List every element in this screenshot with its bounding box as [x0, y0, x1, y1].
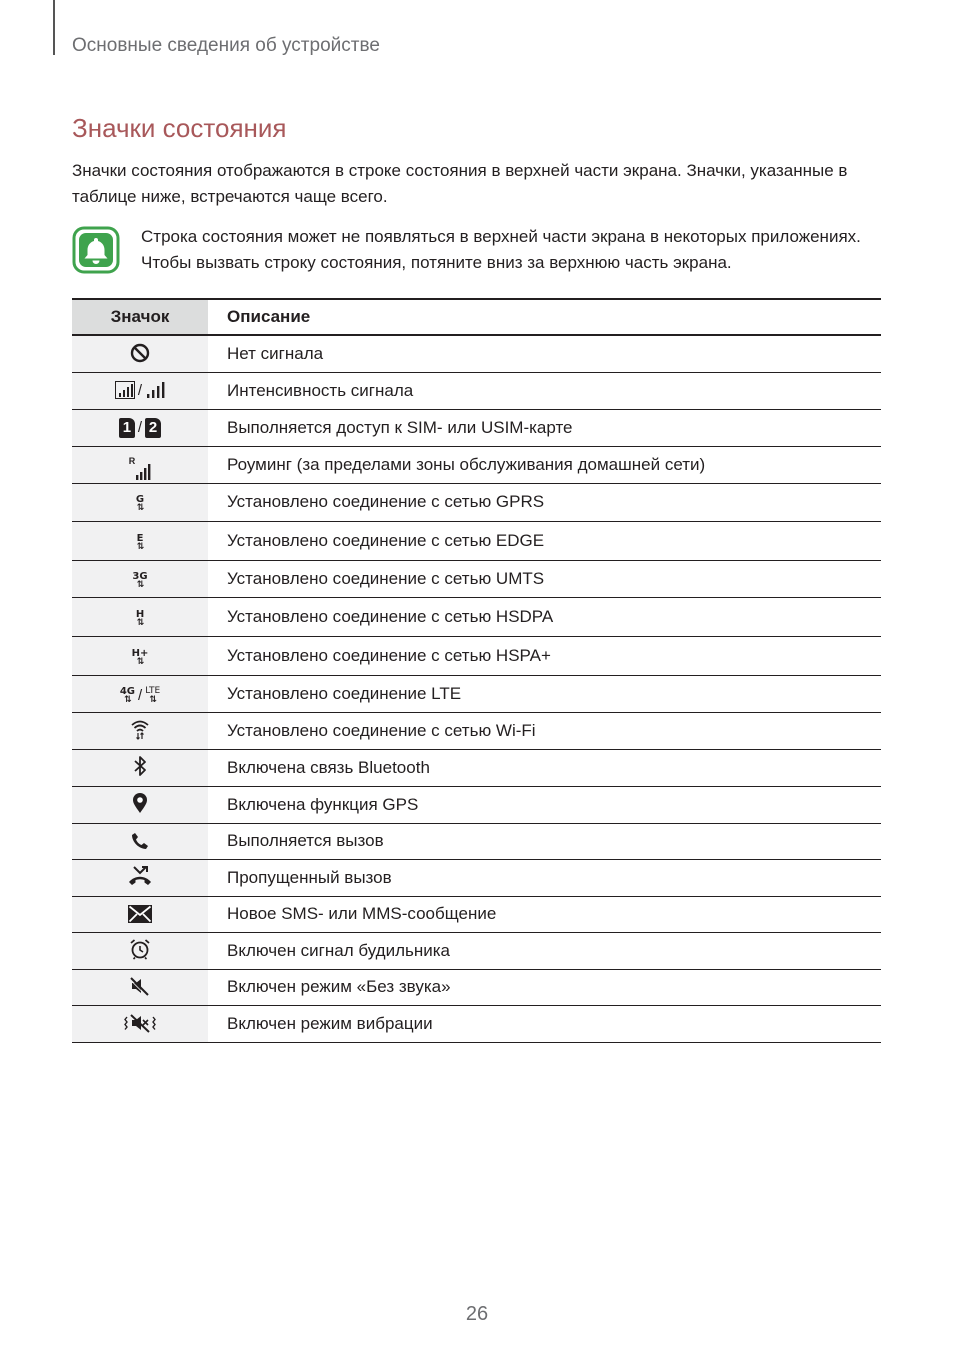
separator: / [137, 381, 143, 399]
row-description: Выполняется вызов [208, 823, 881, 859]
table-header-row [72, 299, 881, 335]
table-row [72, 749, 881, 786]
table-row [72, 675, 881, 712]
table-row [72, 597, 881, 636]
table-row [72, 712, 881, 749]
row-description: Пропущенный вызов [208, 859, 881, 896]
section-title: Значки состояния [72, 113, 287, 143]
no-signal-icon [130, 340, 150, 366]
row-description: Интенсивность сигнала [208, 372, 881, 409]
missed-call-icon [128, 863, 152, 889]
table-row [72, 1005, 881, 1042]
sim2-glyph: 2 [145, 418, 161, 438]
lte-glyph: LTE [145, 685, 161, 696]
table-row [72, 896, 881, 932]
row-description: Включен режим «Без звука» [208, 969, 881, 1005]
vibrate-icon [124, 1010, 156, 1036]
row-description: Включен сигнал будильника [208, 932, 881, 969]
table-row [72, 969, 881, 1005]
data-arrows: ⇅ [136, 656, 144, 667]
sim1-glyph: 1 [119, 418, 135, 438]
mute-icon [129, 973, 151, 999]
status-icons-table [72, 298, 881, 1043]
header-icon: Значок [72, 299, 208, 335]
gprs-glyph: G [135, 494, 145, 505]
row-description: Установлено соединение с сетью Wi-Fi [208, 712, 881, 749]
row-description: Включена связь Bluetooth [208, 749, 881, 786]
header-description: Описание [208, 299, 881, 335]
lte-icon [120, 683, 160, 709]
alarm-icon [129, 936, 151, 962]
data-arrows: ⇅ [136, 541, 144, 552]
table-row [72, 521, 881, 560]
table-row [72, 560, 881, 597]
data-arrows: ⇅ [136, 617, 144, 628]
row-description: Установлено соединение с сетью HSDPA [208, 597, 881, 636]
signal-strength-icon [115, 377, 165, 403]
margin-rule [53, 0, 55, 55]
row-description: Установлено соединение с сетью UMTS [208, 560, 881, 597]
table-row [72, 335, 881, 372]
row-description: Установлено соединение LTE [208, 675, 881, 712]
row-description: Новое SMS- или MMS-сообщение [208, 896, 881, 932]
message-icon [128, 901, 152, 927]
bluetooth-icon [133, 753, 147, 779]
edge-icon [137, 530, 144, 556]
row-description: Установлено соединение с сетью GPRS [208, 483, 881, 521]
call-icon [131, 828, 149, 854]
separator: / [137, 419, 143, 436]
table-row [72, 372, 881, 409]
roaming-icon [129, 455, 152, 481]
data-arrows: ⇅ [136, 579, 144, 590]
table-row [72, 859, 881, 896]
edge-glyph: E [136, 532, 144, 544]
row-description: Роуминг (за пределами зоны обслуживания домашней сети) [208, 446, 881, 483]
4g-glyph: 4G [119, 685, 136, 697]
table-row [72, 409, 881, 446]
hspa-plus-glyph: H+ [131, 647, 149, 659]
wifi-icon [130, 716, 150, 742]
table-row [72, 786, 881, 823]
roaming-glyph: R [128, 455, 136, 466]
gps-icon [132, 790, 148, 816]
hspa-plus-icon [132, 645, 149, 671]
row-description: Выполняется доступ к SIM- или USIM-карте [208, 409, 881, 446]
intro-paragraph: Значки состояния отображаются в строке состояния в верхней части экрана. Значки, указанные в таблице ниже, встречаются чаще всего. [72, 161, 848, 206]
page-number: 26 [465, 1303, 489, 1325]
table-row [72, 932, 881, 969]
data-arrows: ⇅ [136, 503, 144, 513]
sim-card-icon [119, 415, 161, 441]
table-row [72, 636, 881, 675]
table-row [72, 483, 881, 521]
hsdpa-icon [136, 606, 144, 632]
table-row [72, 823, 881, 859]
table-row [72, 446, 881, 483]
hsdpa-glyph: H [135, 608, 145, 620]
data-arrows: ⇅ [149, 694, 156, 705]
data-arrows: ⇅ [124, 694, 131, 705]
note-text: Строка состояния может не появляться в верхней части экрана в некоторых приложениях. Чтобы вызвать строку состояния, потяните вниз за верхнюю часть экрана. [141, 227, 861, 272]
row-description: Установлено соединение с сетью EDGE [208, 521, 881, 560]
running-head: Основные сведения об устройстве [72, 35, 380, 56]
gprs-icon [136, 491, 144, 517]
separator: / [138, 687, 143, 704]
row-description: Включена функция GPS [208, 786, 881, 823]
umts-icon [132, 568, 147, 594]
notification-bell-icon [72, 226, 120, 274]
row-description: Нет сигнала [208, 335, 881, 372]
row-description: Установлено соединение с сетью HSPA+ [208, 636, 881, 675]
row-description: Включен режим вибрации [208, 1005, 881, 1042]
umts-glyph: 3G [132, 570, 148, 582]
